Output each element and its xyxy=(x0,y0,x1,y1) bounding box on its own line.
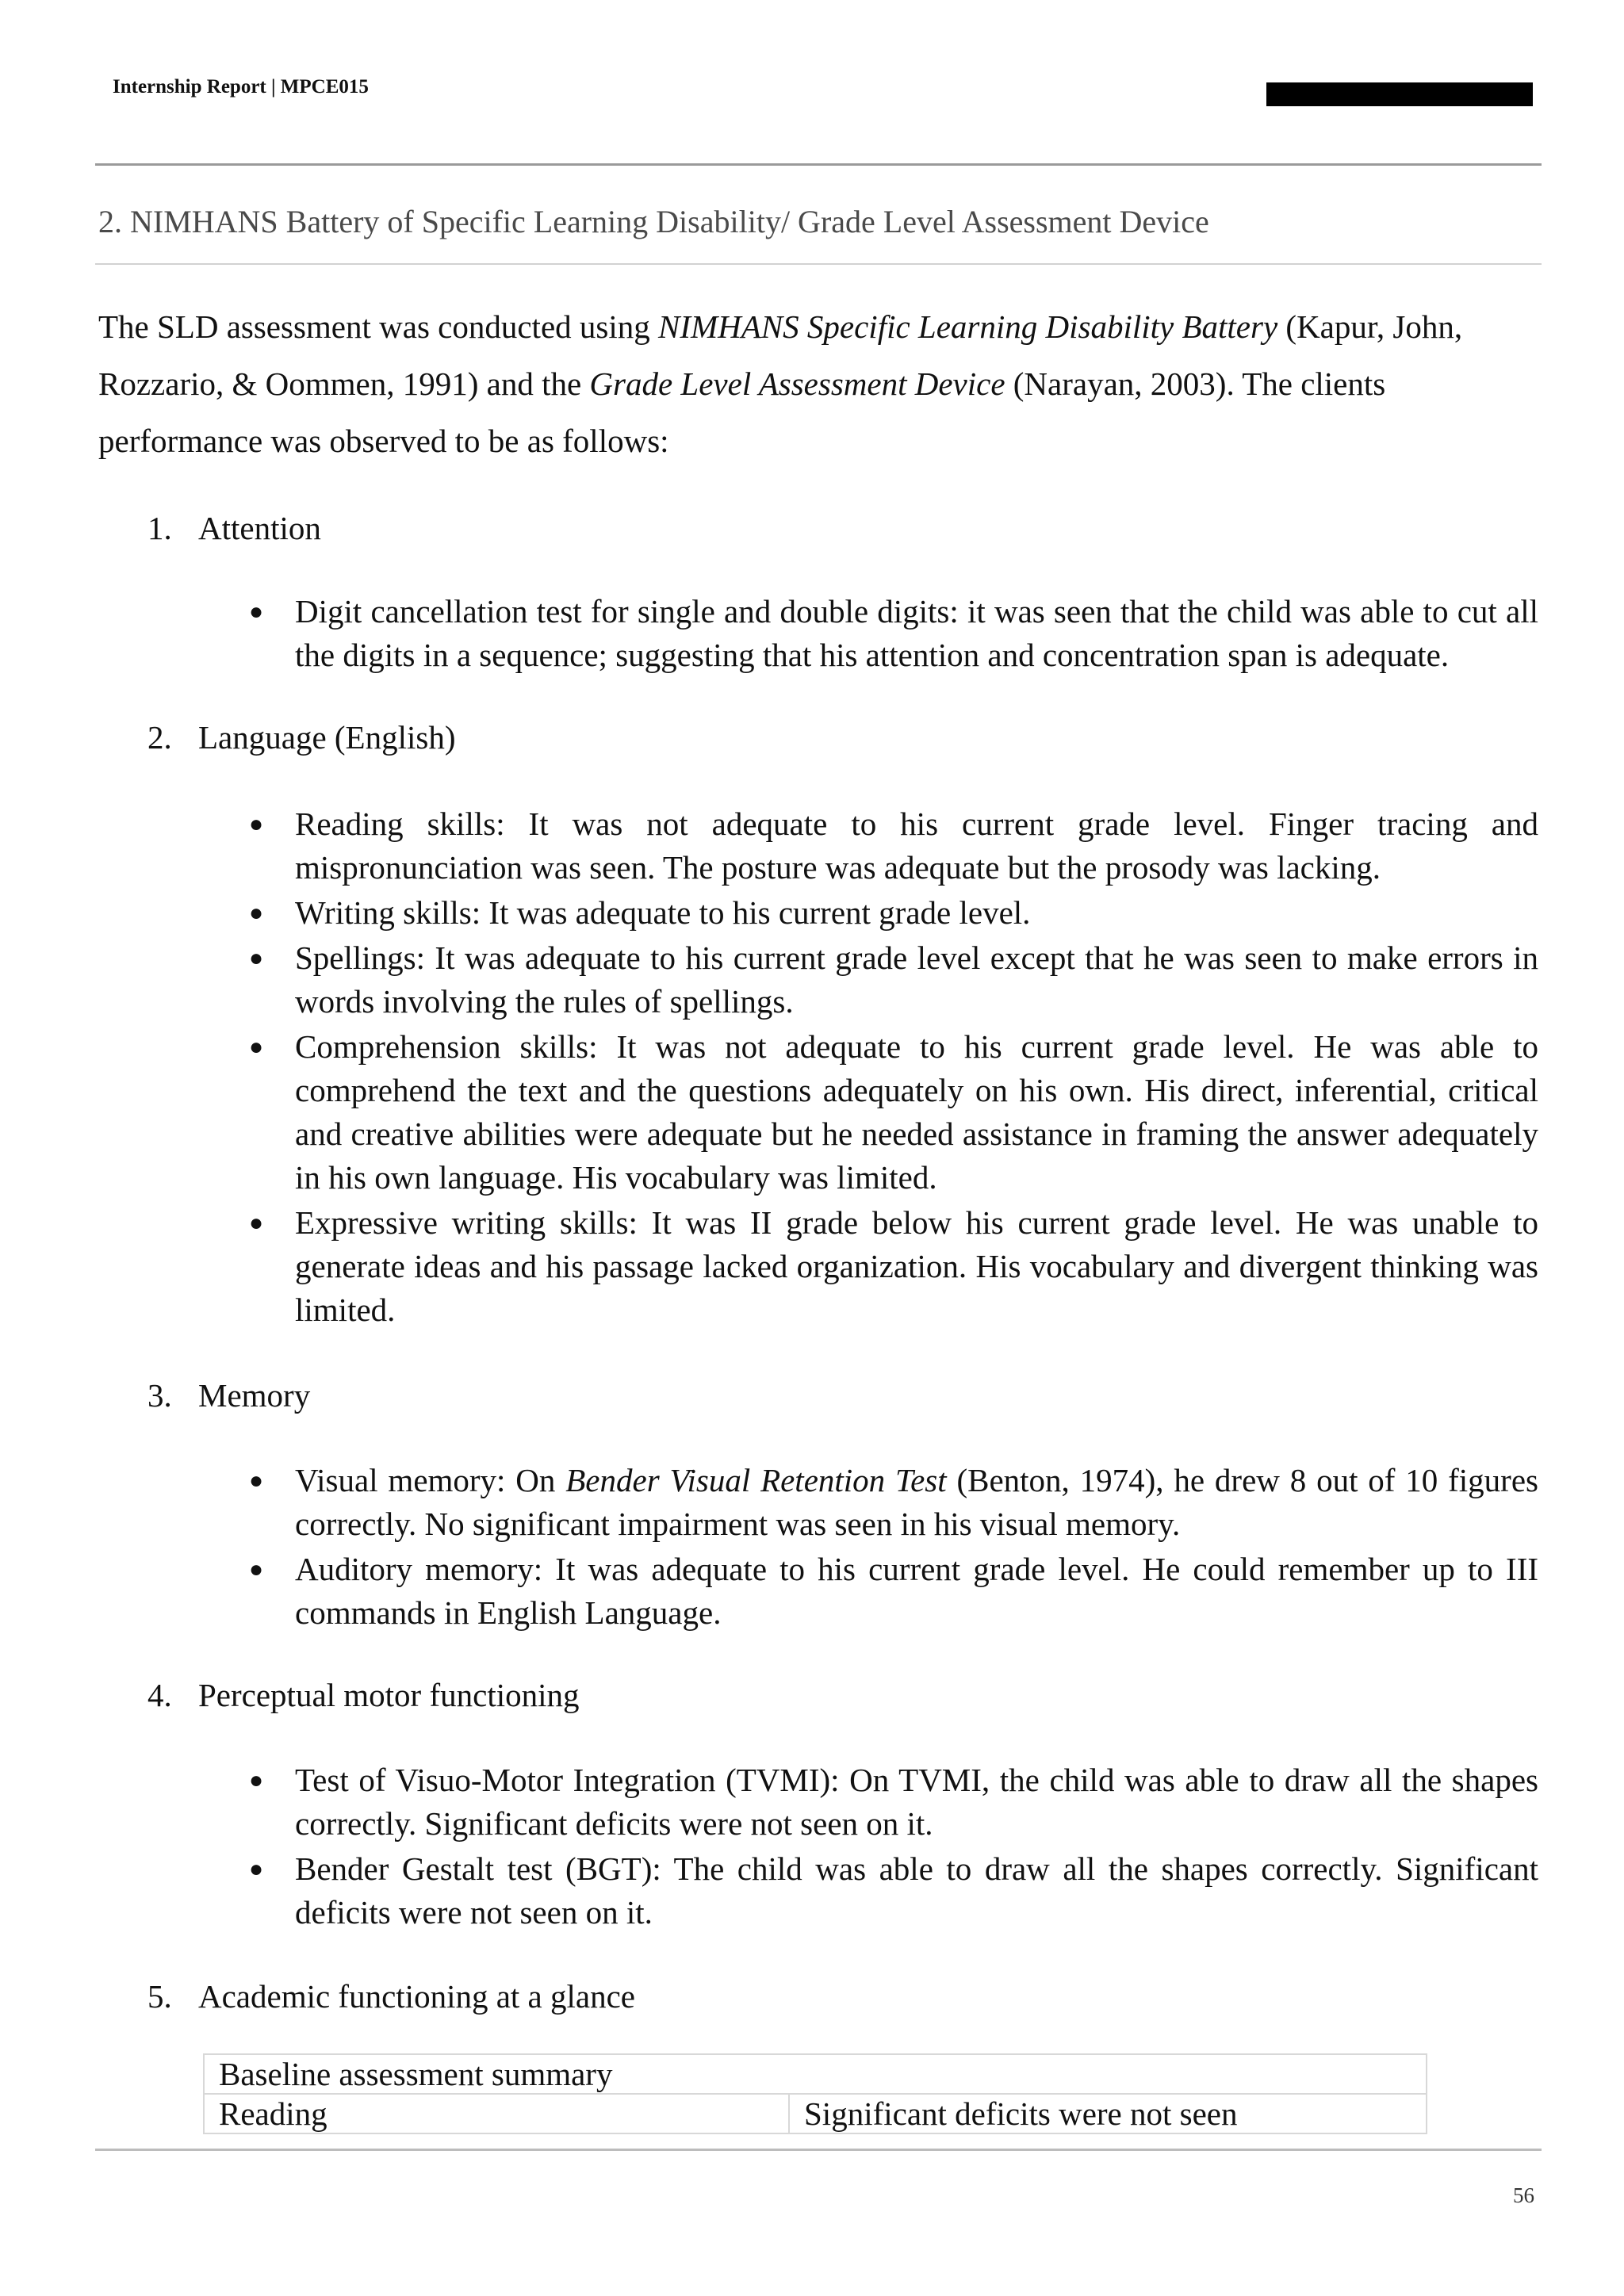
list-item xyxy=(249,1025,1538,1200)
bullet-icon: ● xyxy=(249,1767,264,1793)
bullet-icon: ● xyxy=(249,1034,264,1060)
item-language-title xyxy=(147,718,455,756)
bullet-text: Expressive writing skills: It was II grade below his current grade level. He was unable to generate ideas and his passage lacked organization. His vocabulary and divergent thinking was limited. xyxy=(295,1204,1538,1328)
bullet-text: Bender Gestalt test (BGT): The child was able to draw all the shapes correctly. Significant deficits were not seen on it. xyxy=(295,1850,1538,1931)
list-item xyxy=(249,936,1538,1024)
table-header-row xyxy=(204,2054,1427,2094)
heading-rule xyxy=(95,263,1542,265)
bullet-text: Digit cancellation test for single and double digits: it was seen that the child was able to cut all the digits in a sequence; suggesting that his attention and concentration span is adequate. xyxy=(295,593,1538,673)
bullet-icon: ● xyxy=(249,900,264,926)
item-memory-title xyxy=(147,1376,310,1414)
item-number: 3. xyxy=(147,1377,172,1414)
bullet-text: Visual memory: On xyxy=(295,1462,566,1498)
item-number: 4. xyxy=(147,1677,172,1713)
item-number: 1. xyxy=(147,510,172,546)
bullet-icon: ● xyxy=(249,1556,264,1582)
bullet-text: (Benton, 1974), he drew 8 out of 10 figures correctly. No significant impairment was seen in his visual memory. xyxy=(295,1462,1538,1542)
bullet-icon: ● xyxy=(249,811,264,837)
language-bullets xyxy=(249,802,1538,1334)
test-name: Bender Visual Retention Test xyxy=(565,1462,947,1498)
item-attention-title xyxy=(147,509,321,547)
intro-paragraph xyxy=(98,298,1542,469)
bullet-icon: ● xyxy=(249,599,264,625)
bullet-text: Writing skills: It was adequate to his current grade level. xyxy=(295,894,1031,931)
section-heading: 2. NIMHANS Battery of Specific Learning Disability/ Grade Level Assessment Device xyxy=(98,204,1209,239)
table-cell-result: Significant deficits were not seen xyxy=(789,2094,1427,2133)
item-number: 5. xyxy=(147,1978,172,2015)
attention-bullets xyxy=(249,590,1538,679)
bullet-text: Reading skills: It was not adequate to his current grade level. Finger tracing and mispronunciation was seen. The posture was adequate but the prosody was lacking. xyxy=(295,806,1538,886)
item-title-text: Perceptual motor functioning xyxy=(198,1677,580,1713)
perceptual-bullets xyxy=(249,1758,1538,1936)
item-number: 2. xyxy=(147,719,172,756)
bullet-icon: ● xyxy=(249,1468,264,1494)
bullet-icon: ● xyxy=(249,1856,264,1882)
item-title-text: Memory xyxy=(198,1377,311,1414)
redaction-bar xyxy=(1266,82,1533,106)
table-row xyxy=(204,2094,1427,2133)
list-item xyxy=(249,1459,1538,1546)
bullet-icon: ● xyxy=(249,945,264,971)
list-item xyxy=(249,802,1538,890)
table-header-cell: Baseline assessment summary xyxy=(204,2054,1427,2094)
page-header-title: Internship Report | MPCE015 xyxy=(113,76,369,98)
device-name: Grade Level Assessment Device xyxy=(589,365,1005,402)
list-item xyxy=(249,590,1538,677)
list-item xyxy=(249,1758,1538,1846)
list-item xyxy=(249,891,1538,935)
baseline-summary-table xyxy=(203,2053,1427,2134)
table-cell-area: Reading xyxy=(204,2094,789,2133)
intro-text-3: (Narayan, 2003). The clients performance was observed to be as follows: xyxy=(98,365,1386,459)
bullet-text: Spellings: It was adequate to his current grade level except that he was seen to make errors in words involving the rules of spellings. xyxy=(295,939,1538,1020)
intro-text-2: (Kapur, John, Rozzario, & Oommen, 1991) and the xyxy=(98,308,1463,402)
item-title-text: Language (English) xyxy=(198,719,456,756)
bullet-text: Comprehension skills: It was not adequate to his current grade level. He was able to comprehend the text and the questions adequately on his own. His direct, inferential, critical and creative abilities were adequate but he needed assistance in framing the answer adequately in his own language. His vocabulary was limited. xyxy=(295,1028,1538,1196)
item-title-text: Attention xyxy=(198,510,321,546)
item-title-text: Academic functioning at a glance xyxy=(198,1978,635,2015)
intro-text-1: The SLD assessment was conducted using xyxy=(98,308,658,345)
item-perceptual-title xyxy=(147,1676,580,1714)
list-item xyxy=(249,1201,1538,1332)
list-item xyxy=(249,1548,1538,1635)
bullet-icon: ● xyxy=(249,1210,264,1236)
header-rule xyxy=(95,163,1542,166)
list-item xyxy=(249,1847,1538,1934)
bullet-text: Test of Visuo-Motor Integration (TVMI): On TVMI, the child was able to draw all the shapes correctly. Significant deficits were not seen on it. xyxy=(295,1762,1538,1842)
footer-rule xyxy=(95,2149,1542,2151)
bullet-text: Auditory memory: It was adequate to his current grade level. He could remember up to III commands in English Language. xyxy=(295,1551,1538,1631)
item-academic-title xyxy=(147,1977,635,2015)
page-number: 56 xyxy=(1513,2183,1534,2207)
memory-bullets xyxy=(249,1459,1538,1636)
battery-name: NIMHANS Specific Learning Disability Battery xyxy=(658,308,1278,345)
